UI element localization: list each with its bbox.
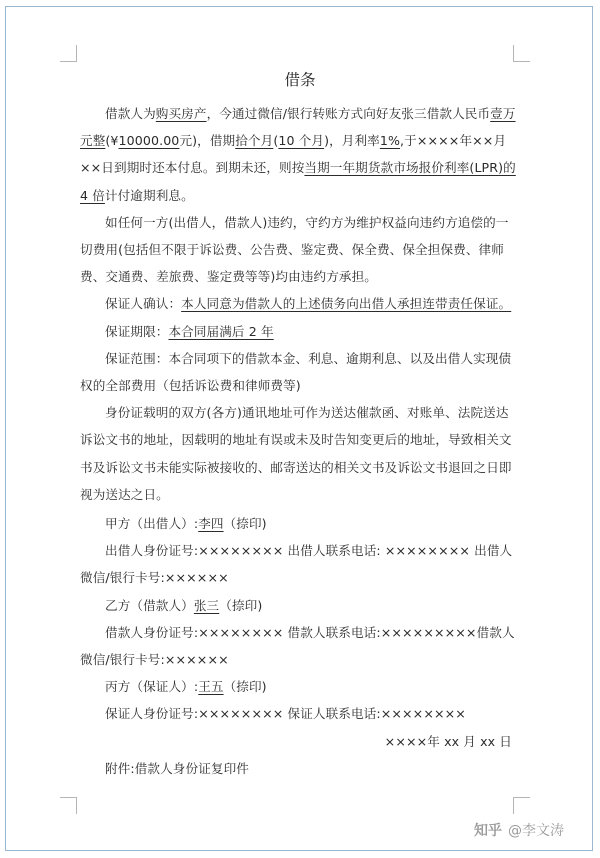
fingerprint-note: （捺印) [219, 597, 263, 613]
zhihu-watermark [474, 820, 564, 840]
text-segment: ,于××××年××月××日到期时还本付息。到期未还，则按 [80, 133, 507, 176]
party-b-info: 借款人身份证号:×××××××× 借款人联系电话:×××××××××借款人微信/银行卡号:×××××× [80, 624, 515, 668]
fingerprint-note: （捺印) [223, 516, 267, 532]
margin-corner-mark [513, 797, 530, 814]
clause-value: 本人同意为借款人的上述债务向出借人承担连带责任保证。 [181, 296, 512, 312]
guarantee-period [80, 318, 520, 345]
guarantee-scope: 保证范围：本合同项下的借款本金、利息、逾期利息、以及出借人实现债权的全部费用（包括诉讼费和律师费等) [80, 350, 512, 394]
text-segment: ，今通过微信/银行转账方式向好友张三借款人民币 [206, 106, 491, 121]
document-body [80, 100, 520, 782]
margin-corner-mark [60, 797, 77, 814]
attachment-note: 附件:借款人身份证复印件 [105, 760, 249, 776]
party-c-signature [80, 673, 520, 700]
clause-value: 本合同届满后 2 年 [168, 323, 274, 339]
text-segment: )，月利率 [324, 133, 380, 149]
clause-label: 保证人确认： [105, 296, 182, 312]
text-segment: 计付逾期利息。 [104, 187, 194, 203]
penalty-rate: 当期一年期货款市场报价利率(LPR)的 4 倍 [80, 160, 516, 203]
party-a-signature [80, 510, 520, 537]
text-segment: 元)，借期 [179, 133, 236, 149]
loan-purpose: 购买房产 [155, 106, 207, 121]
clause-label: 保证期限： [105, 323, 169, 339]
party-label: 丙方（保证人）: [105, 679, 199, 695]
breach-clause: 如任何一方(出借人，借款人)违约，守约方为维护权益向违约方追偿的一切费用(包括但不限于诉讼费、公告费、鉴定费、保全费、保全担保费、律师费、交通费、差旅费、鉴定费等等)均由违约方承担。 [80, 214, 509, 285]
term-words: 拾个月 [235, 133, 274, 149]
guarantor-confirmation [80, 290, 520, 317]
party-b-signature [80, 592, 520, 619]
term-digits: 10 个月 [278, 133, 325, 149]
signing-date: ××××年 xx 月 xx 日 [384, 733, 512, 749]
text-segment: ( [273, 133, 279, 149]
zhihu-logo-text: 知乎 [474, 823, 502, 839]
service-address-clause: 身份证载明的双方(各方)通讯地址可作为送达催款函、对账单、法院送达诉讼文书的地址，因载明的地址有误或未及时告知变更后的地址，导致相关文书及诉讼文书未能实际被接收的、邮寄送达的相关文书及诉讼文书退回之日即视为送达之日。 [80, 405, 512, 502]
loan-clause [80, 100, 520, 209]
author-handle: @李文涛 [508, 823, 564, 839]
party-c-info: 保证人身份证号:×××××××× 保证人联系电话:×××××××× [105, 706, 466, 722]
text-segment: (¥ [105, 133, 119, 149]
amount-digits: 10000.00 [118, 133, 180, 149]
party-name: 李四 [198, 516, 224, 532]
monthly-rate: 1% [379, 133, 401, 149]
document-title: 借条 [284, 71, 316, 89]
fingerprint-note: （捺印) [223, 679, 267, 695]
party-name: 张三 [193, 597, 220, 613]
party-name: 王五 [198, 679, 224, 695]
text-segment: 借款人为 [105, 106, 156, 121]
margin-corner-mark [60, 45, 77, 62]
margin-corner-mark [513, 45, 530, 62]
party-label: 乙方（借款人） [105, 597, 194, 613]
party-a-info: 出借人身份证号:×××××××× 出借人联系电话: ×××××××× 出借人微信/银行卡号:×××××× [80, 543, 513, 586]
amount-words: 壹万元整 [80, 106, 516, 149]
party-label: 甲方（出借人）: [105, 516, 199, 532]
